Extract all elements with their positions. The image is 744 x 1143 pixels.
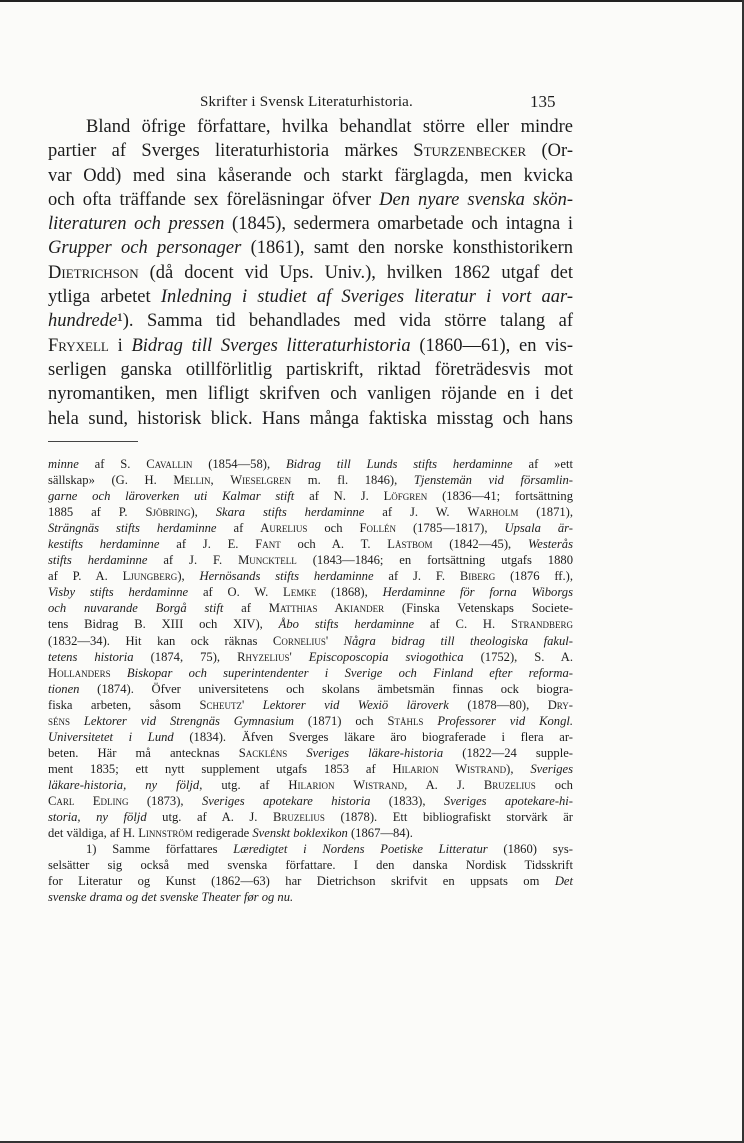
- footnote-line: det väldiga, af H. Linnström redigerade Svenskt boklexikon (1867—84).: [48, 826, 413, 841]
- footnote-line: (1832—34). Hit kan ock räknas Cornelius' Några bidrag till theologiska fakul-: [48, 633, 573, 648]
- footnote-line: Strängnäs stifts herdaminne af Aurelius och Follén (1785—1817), Upsala är-: [48, 521, 573, 536]
- footnote-line: séns Lektorer vid Strengnäs Gymnasium (1871) och Ståhls Professorer vid Kongl.: [48, 713, 574, 728]
- footnote-line: garne och läroverken uti Kalmar stift af N. J. Löfgren (1836—41; fortsättning: [48, 489, 574, 504]
- page-number: 135: [530, 92, 556, 111]
- footnote-line: minne af S. Cavallin (1854—58), Bidrag till Lunds stifts herdaminne af »ett: [48, 457, 573, 471]
- body-text: [48, 115, 573, 431]
- footnote-line: beten. Här må antecknas Sackléns Sveriges läkare-historia (1822—24 supple-: [48, 745, 573, 760]
- footnote-line: Visby stifts herdaminne af O. W. Lemke (1868), Herdaminne för forna Wiborgs: [48, 585, 573, 600]
- footnote-line: Carl Edling (1873), Sveriges apotekare historia (1833), Sveriges apotekare-hi-: [48, 793, 573, 808]
- body-line: hundrede¹). Samma tid behandlades med vida större talang af: [48, 311, 573, 332]
- running-head: Skrifter i Svensk Literaturhistoria.: [200, 94, 413, 110]
- body-line: ytliga arbetet Inledning i studiet af Sveriges literatur i vort aar-: [48, 287, 573, 308]
- body-line: var Odd) med sina kåserande och starkt färglagda, men kvicka: [48, 165, 573, 186]
- footnote-line: läkare-historia, ny följd, utg. af Hilarion Wistrand, A. J. Bruzelius och: [48, 777, 573, 792]
- footnote-line: ment 1835; ett nytt supplement utgafs 1853 af Hilarion Wistrand), Sveriges: [48, 761, 573, 776]
- footnote-line: for Literatur og Kunst (1862—63) har Dietrichson skrifvit en uppsats om Det: [48, 874, 573, 889]
- body-line: Fryxell i Bidrag till Sverges litteraturhistoria (1860—61), en vis-: [48, 335, 573, 356]
- footnote-line: af P. A. Ljungberg), Hernösands stifts herdaminne af J. F. Biberg (1876 ff.),: [48, 569, 573, 584]
- footnote-line: Hollanders Biskopar och superintendenter i Sverige och Finland efter reforma-: [48, 665, 573, 680]
- footnote-line: fiska arbeten, såsom Scheutz' Lektorer vid Wexiö läroverk (1878—80), Dry-: [48, 697, 573, 712]
- body-line: hela sund, historisk blick. Hans många faktiska misstag och hans: [48, 408, 573, 429]
- body-line: literaturen och pressen (1845), sedermera omarbetade och intagna i: [48, 214, 573, 235]
- footnote-line: selsätter sig också med svenska författare. I den danska Nordisk Tidsskrift: [48, 858, 573, 873]
- footnote-line: kestifts herdaminne af J. E. Fant och A. T. Låstbom (1842—45), Westerås: [48, 537, 573, 552]
- body-line: serligen ganska otillförlitlig partiskrift, riktad företrädesvis mot: [48, 359, 573, 380]
- footnote-line: Universitetet i Lund (1834). Äfven Sverges läkare äro biograferade i flera ar-: [48, 729, 573, 744]
- body-line: Bland öfrige författare, hvilka behandlat större eller mindre: [86, 117, 573, 137]
- footnotes: [48, 456, 573, 905]
- footnote-line: storia, ny följd utg. af A. J. Bruzelius (1878). Ett bibliografiskt storvärk är: [48, 810, 573, 825]
- footnote-line: tionen (1874). Öfver universitetens och skolans ämbetsmän finnas ock biogra-: [48, 681, 573, 696]
- page-top-border: [0, 0, 744, 2]
- footnote-line: sällskap» (G. H. Mellin, Wieselgren m. fl. 1846), Tjenstemän vid församlin-: [48, 473, 573, 488]
- footnote-line: och nuvarande Borgå stift af Matthias Akiander (Finska Vetenskaps Societe-: [48, 601, 574, 616]
- footnote-line: svenske drama og det svenske Theater før og nu.: [48, 890, 294, 905]
- body-line: Dietrichson (då docent vid Ups. Univ.), hvilken 1862 utgaf det: [48, 262, 573, 283]
- body-line: Grupper och personager (1861), samt den norske konsthistorikern: [48, 238, 573, 259]
- footnote-line: 1885 af P. Sjöbring), Skara stifts herdaminne af J. W. Warholm (1871),: [48, 505, 573, 520]
- footnote-line: tens Bidrag B. XIII och XIV), Åbo stifts herdaminne af C. H. Strandberg: [48, 617, 574, 632]
- footnote-separator: [48, 441, 138, 442]
- body-line: partier af Sverges literaturhistoria märkes Sturzenbecker (Or-: [48, 141, 573, 162]
- body-line: och ofta träffande sex föreläsningar öfver Den nyare svenska skön-: [48, 189, 573, 210]
- footnote-line: tetens historia (1874, 75), Rhyzelius' Episcoposcopia sviogothica (1752), S. A.: [48, 649, 574, 664]
- footnote-line: 1) Samme författares Læredigtet i Nordens Poetiske Litteratur (1860) sys-: [86, 842, 574, 857]
- footnote-line: stifts herdaminne af J. F. Muncktell (1843—1846; en fortsättning utgafs 1880: [48, 553, 573, 568]
- body-line: nyromantiken, men lifligt skrifven och vanligen röjande en i det: [48, 384, 573, 405]
